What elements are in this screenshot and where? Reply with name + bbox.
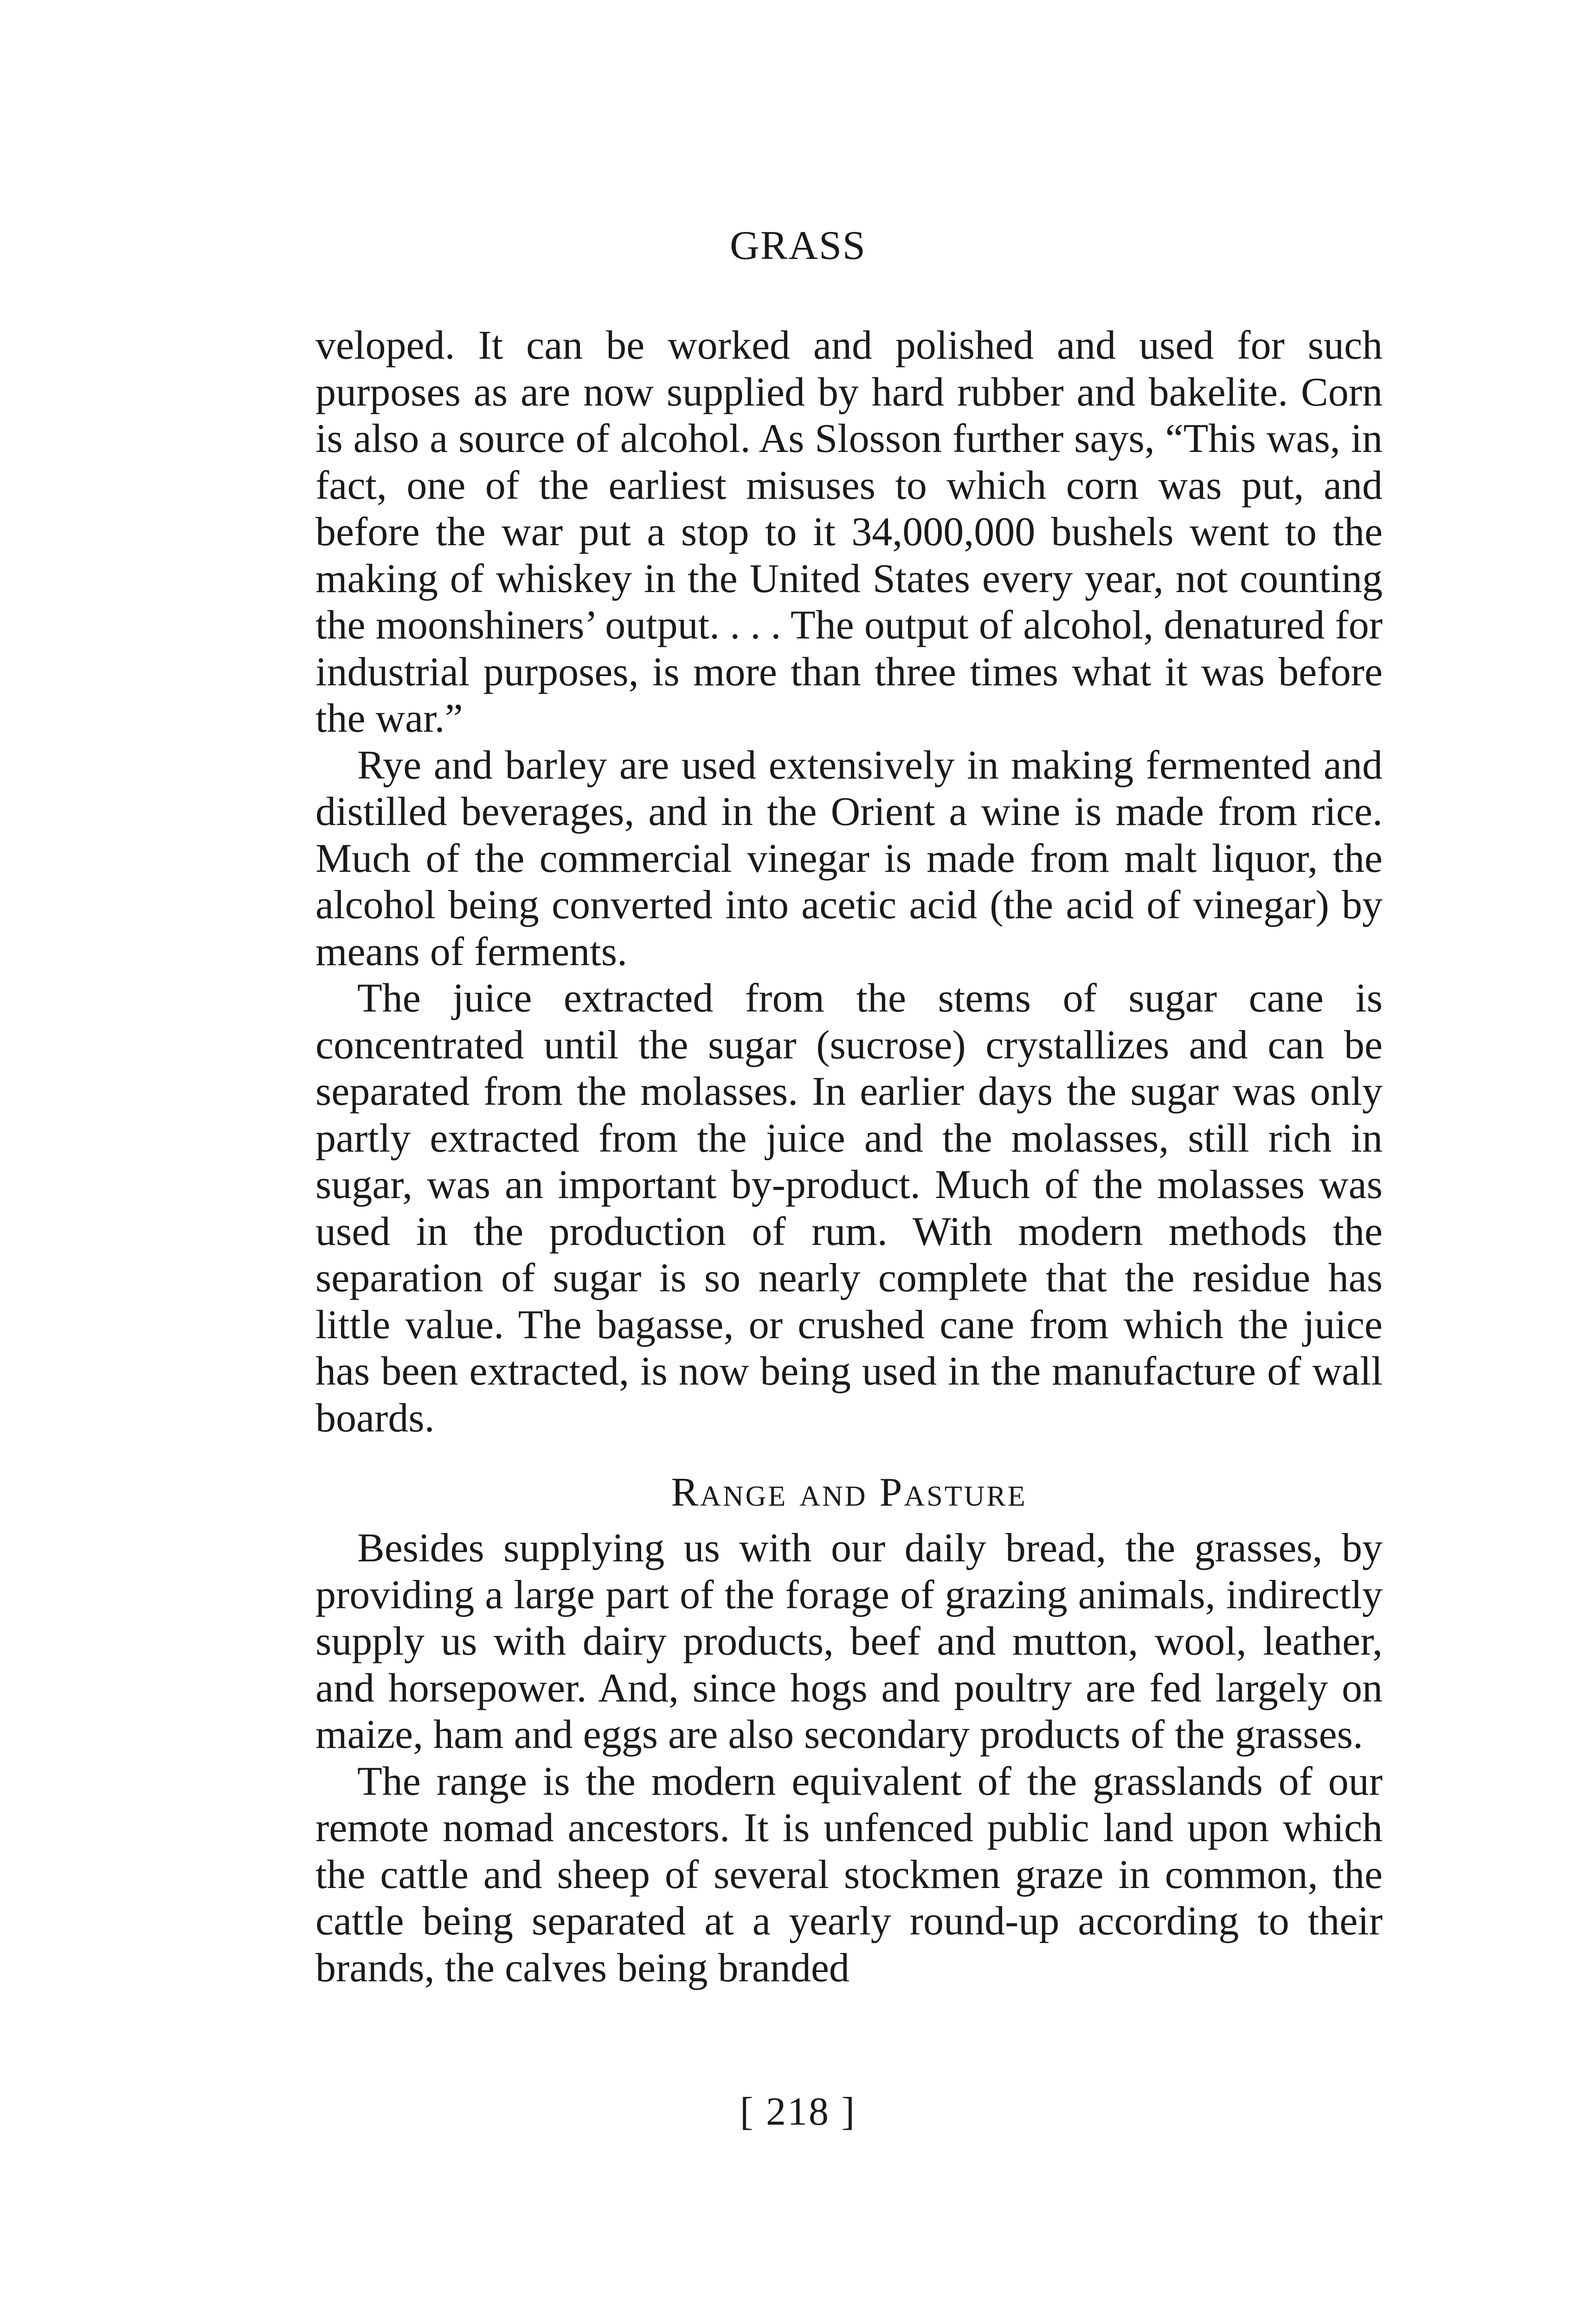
running-head: GRASS <box>730 223 866 268</box>
page-number: [ 218 ] <box>740 2089 856 2133</box>
paragraph: The range is the modern equivalent of the grasslands of our remote nomad ancestors. It is unfenced public land upon which the cattle and sheep of several stockmen graze in common, the cattle being separated at a yearly round-up according to their brands, the calves being branded <box>315 1759 1383 1991</box>
section-heading: Range and Pasture <box>671 1470 1027 1515</box>
paragraph: Rye and barley are used extensively in making fermented and distilled beverages, and in the Orient a wine is made from rice. Much of the commercial vinegar is made from malt liquor, the alcohol being converted into acetic acid (the acid of vinegar) by means of ferments. <box>315 742 1383 974</box>
paragraph: The juice extracted from the stems of sugar cane is concentrated until the sugar (sucrose) crystallizes and can be separated from the molasses. In earlier days the sugar was only partly extracted from the juice and the molasses, still rich in sugar, was an important by-product. Much of the molasses was used in the production of rum. With modern methods the separation of sugar is so nearly complete that the residue has little value. The bagasse, or crushed cane from which the juice has been extracted, is now being used in the manufacture of wall boards. <box>315 976 1383 1441</box>
text-block <box>315 322 1383 1991</box>
paragraph-continued: veloped. It can be worked and polished and used for such purposes as are now supplied by hard rubber and bakelite. Corn is also a source of alcohol. As Slosson further says, “This was, in fact, one of the earliest misuses to which corn was put, and before the war put a stop to it 34,000,000 bushels went to the making of whiskey in the United States every year, not counting the moonshiners’ output. . . . The output of alcohol, denatured for industrial purposes, is more than three times what it was before the war.” <box>315 323 1383 741</box>
paragraph: Besides supplying us with our daily bread, the grasses, by providing a large part of the forage of grazing animals, indirectly supply us with dairy products, beef and mutton, wool, leather, and horsepower. And, since hogs and poultry are fed largely on maize, ham and eggs are also secondary products of the grasses. <box>315 1526 1383 1757</box>
